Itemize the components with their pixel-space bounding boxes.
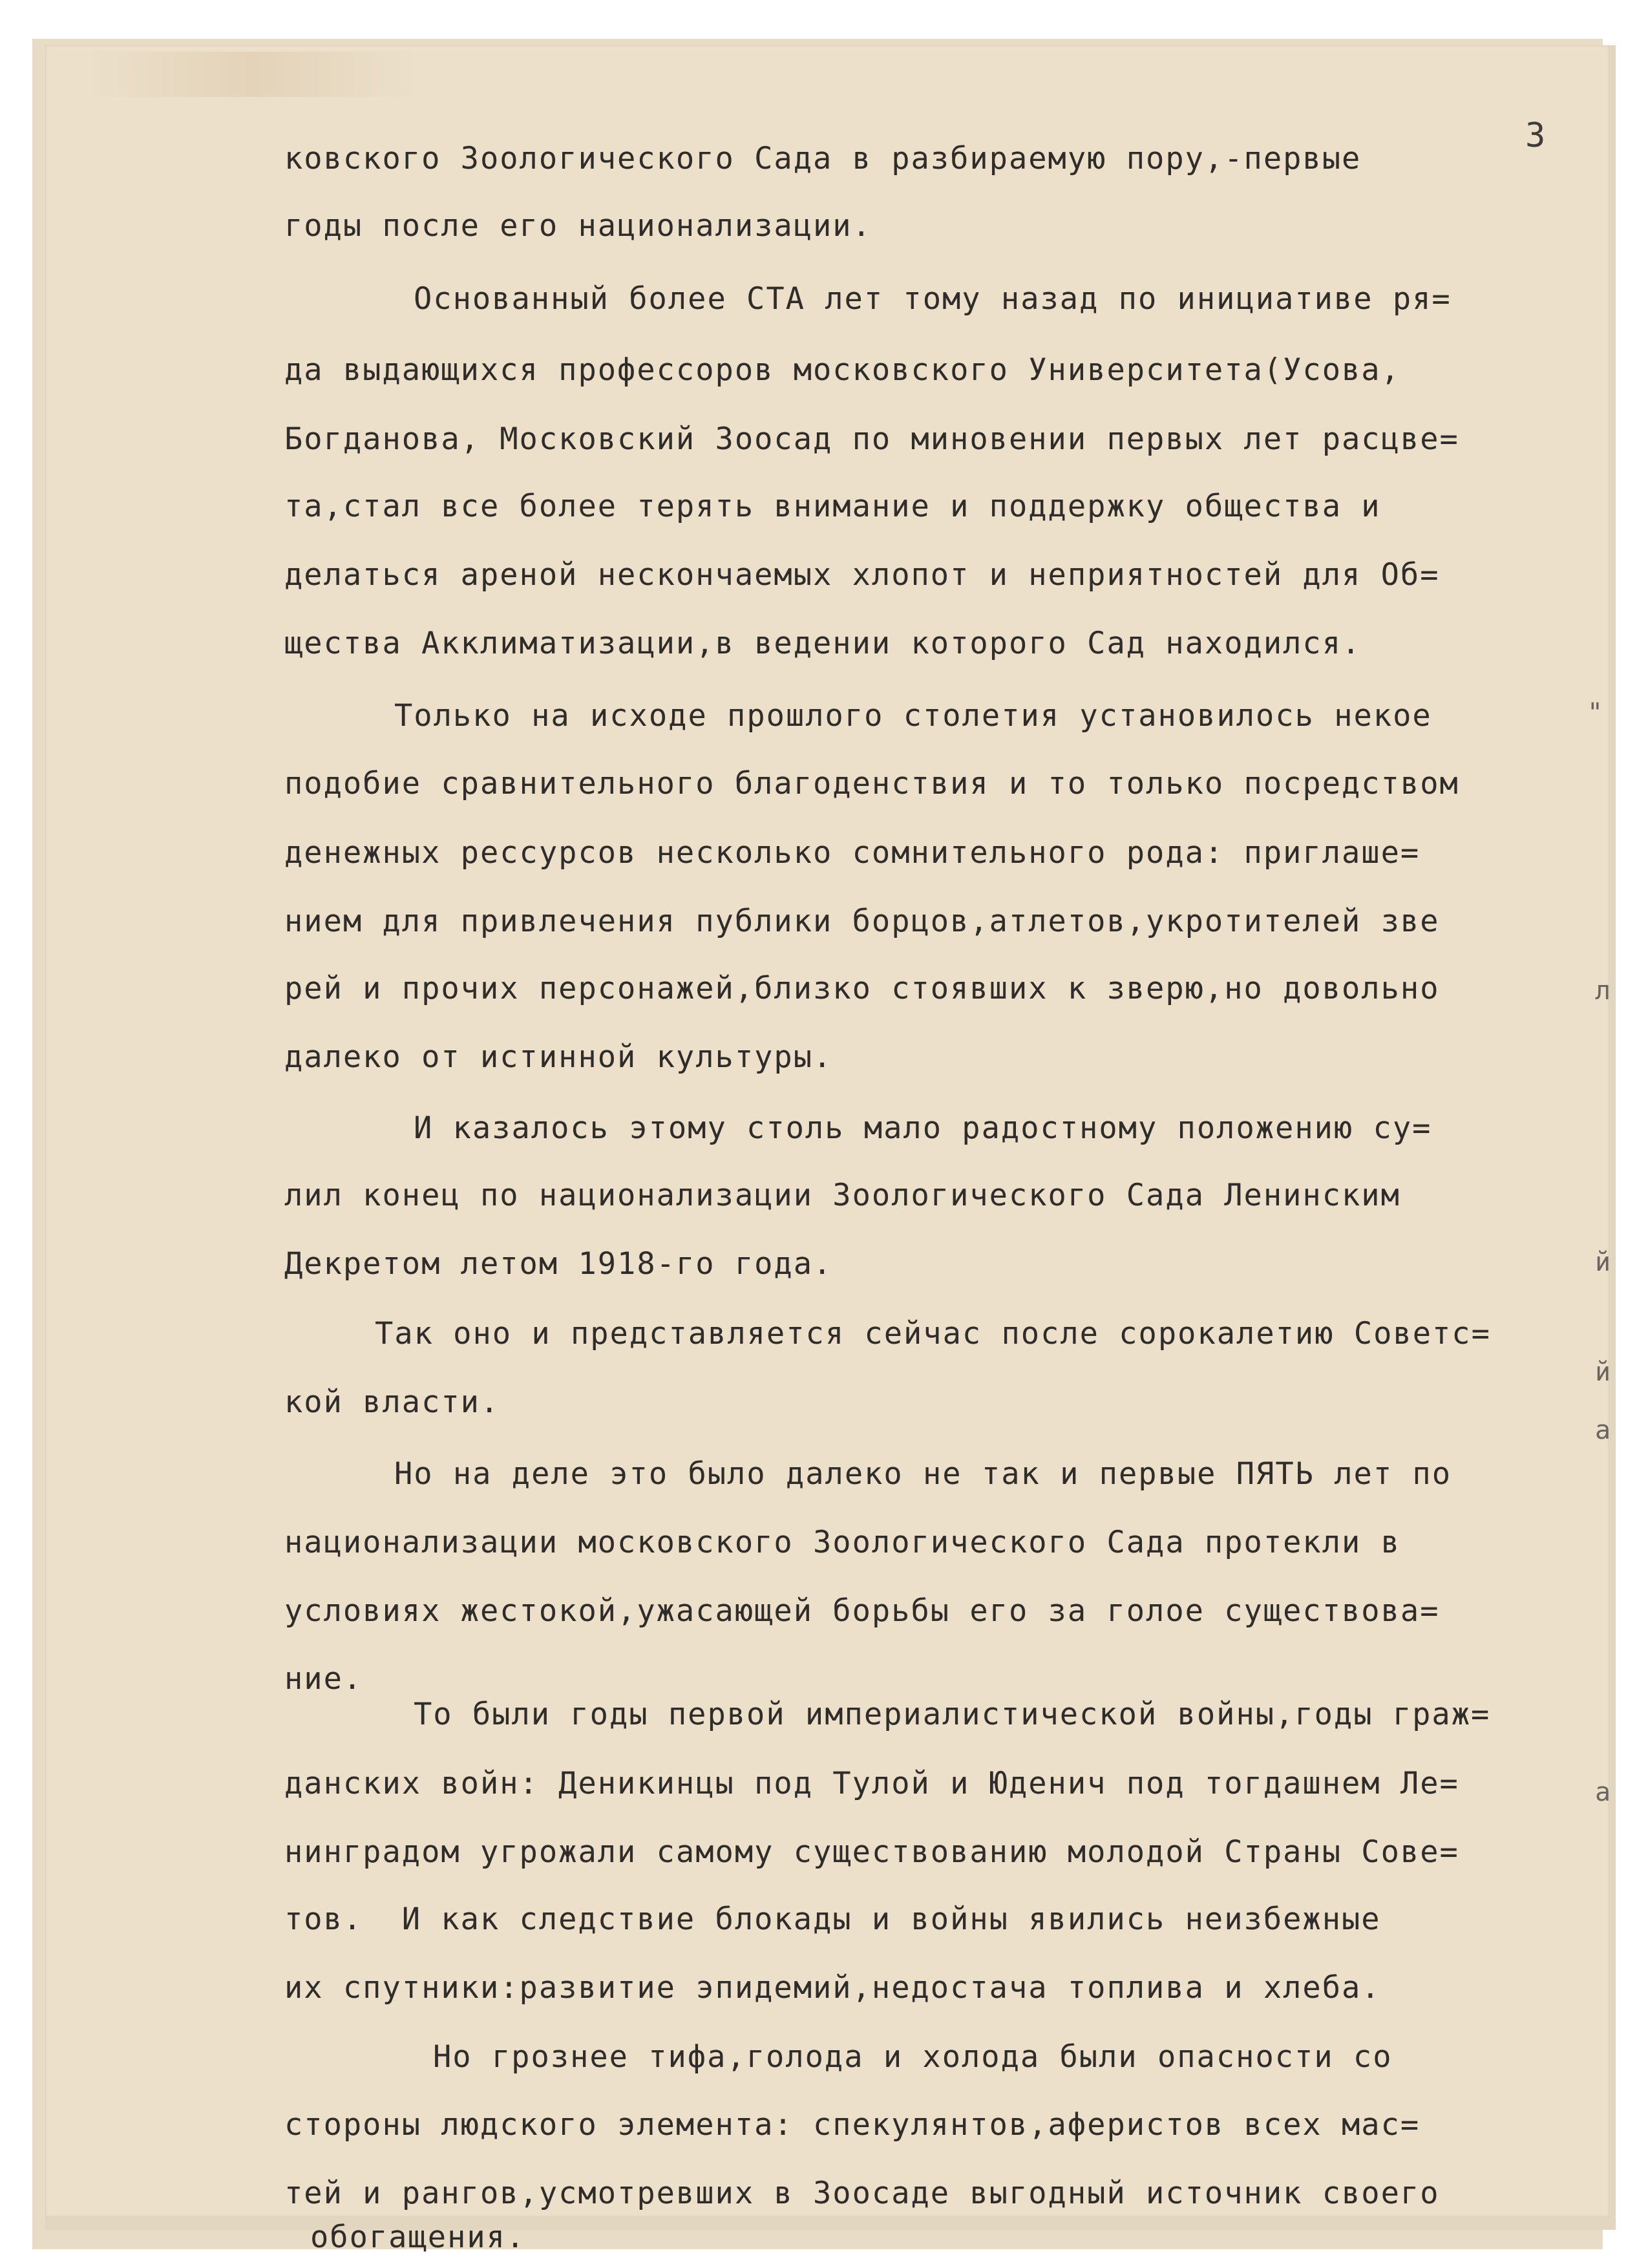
text-line: Так оно и представляется сейчас после сорокалетию Советс= (375, 1316, 1491, 1351)
text-line: ковского Зоологического Сада в разбираемую пору,-первые (284, 141, 1362, 176)
text-line: стороны людского элемента: спекулянтов,аферистов всех мас= (284, 2107, 1421, 2143)
text-line: Но на деле это было далеко не так и первые ПЯТЬ лет по (394, 1456, 1452, 1492)
text-line: далеко от истинной культуры. (284, 1039, 833, 1075)
typewritten-page (45, 45, 1611, 2255)
text-line: обогащения. (310, 2220, 526, 2255)
text-line: ние. (284, 1661, 363, 1697)
margin-mark: " (1587, 698, 1603, 728)
text-line: щества Акклиматизации,в ведении которого Сад находился. (284, 626, 1362, 661)
text-line: И казалось этому столь мало радостному положению су= (414, 1110, 1432, 1146)
margin-mark: а (1595, 1415, 1611, 1445)
text-line: тей и рангов,усмотревших в Зоосаде выгодный источник своего (284, 2176, 1440, 2211)
text-line: рей и прочих персонажей,близко стоявших к зверю,но довольно (284, 971, 1440, 1006)
text-line: нинградом угрожали самому существованию молодой Страны Сове= (284, 1834, 1459, 1870)
text-line: Богданова, Московский Зоосад по миновении первых лет расцве= (284, 421, 1459, 457)
margin-mark: й (1595, 1247, 1611, 1277)
text-line: Основанный более СТА лет тому назад по инициативе ря= (414, 281, 1452, 317)
page-number: 3 (1525, 116, 1546, 155)
text-line: национализации московского Зоологического Сада протекли в (284, 1525, 1400, 1560)
text-line: денежных рессурсов несколько сомнительного рода: приглаше= (284, 835, 1421, 871)
text-line: данских войн: Деникинцы под Тулой и Юденич под тогдашнем Ле= (284, 1766, 1459, 1801)
text-line: та,стал все более терять внимание и поддержку общества и (284, 489, 1381, 524)
text-line: Декретом летом 1918-го года. (284, 1246, 833, 1282)
text-line: тов. И как следствие блокады и войны явились неизбежные (284, 1902, 1381, 1937)
text-line: их спутники:развитие эпидемий,недостача топлива и хлеба. (284, 1970, 1381, 2006)
margin-mark: й (1595, 1357, 1611, 1387)
text-line: условиях жестокой,ужасающей борьбы его за голое существова= (284, 1593, 1440, 1629)
text-line: годы после его национализации. (284, 208, 872, 244)
margin-mark: а (1595, 1777, 1611, 1807)
text-line: Но грознее тифа,голода и холода были опасности со (433, 2039, 1393, 2075)
text-line: лил конец по национализации Зоологического Сада Ленинским (284, 1178, 1400, 1213)
text-line: кой власти. (284, 1384, 500, 1420)
text-line: делаться ареной нескончаемых хлопот и неприятностей для Об= (284, 557, 1440, 593)
text-line: Только на исходе прошлого столетия установилось некое (394, 698, 1432, 734)
text-line: То были годы первой империалистической войны,годы граж= (414, 1697, 1491, 1732)
text-line: нием для привлечения публики борцов,атлетов,укротителей зве (284, 904, 1440, 939)
text-line: да выдающихся профессоров московского Университета(Усова, (284, 352, 1400, 388)
text-line: подобие сравнительного благоденствия и то только посредством (284, 766, 1459, 801)
margin-mark: л (1595, 976, 1611, 1006)
